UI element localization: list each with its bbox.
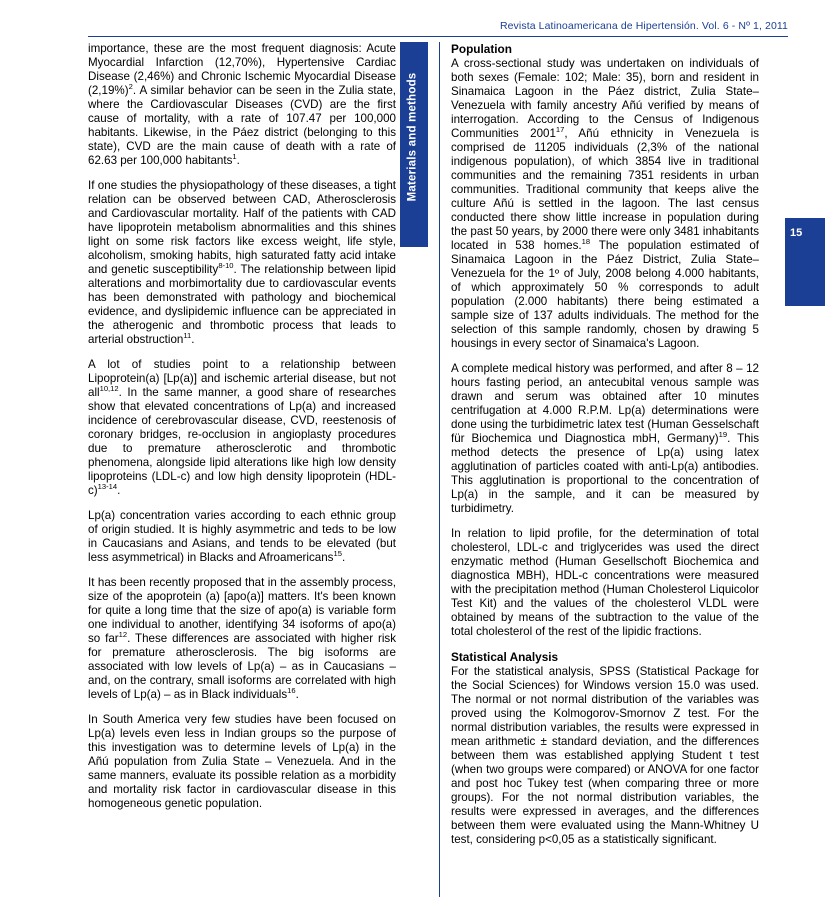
footnote-ref: 12 <box>118 630 128 640</box>
paragraph-text: . <box>236 154 240 167</box>
footnote-ref: 2 <box>128 82 133 92</box>
paragraph <box>88 509 396 565</box>
paragraph-text: A complete medical history was performed, and after 8 – 12 hours fasting period, an antecubital venous sample was drawn and serum was obtained after 10 minutes centrifugation at 4.000 R.P.M. Lp(a) determinations were done using the turbidimetric latex test (Human Gesselschaft für Biochemica und Diagnostica mbH, Germany) <box>451 362 759 445</box>
footnote-ref: 19 <box>718 430 728 440</box>
section-heading-statistical-analysis: Statistical Analysis <box>451 650 559 664</box>
footnote-ref: 11 <box>183 331 192 341</box>
paragraph: For the statistical analysis, SPSS (Statistical Package for the Social Sciences) for Windows version 15.0 was used. The normal or not normal distribution of the variables was proved using the Kolmogorov-Smornov Z test. For the normal distribution variables, the results were expressed in mean arithmetic ± standard deviation, and the differences between them was established applying Student t test (when two groups were compared) or ANOVA for one factor and post hoc Tukey test (when comparing three or more groups). For the not normal distribution variables, the results were expressed in averages, and the differences between them were evaluated using the Mann-Whitney U test, considering p<0,05 as a statistically significant. <box>451 665 759 846</box>
section-side-tab <box>400 42 428 247</box>
footnote-ref: 8-10 <box>218 261 234 271</box>
paragraph-text: A lot of studies point to a relationship between Lipoprotein(a) [Lp(a)] and ischemic arterial disease, but not all <box>88 358 396 399</box>
footnote-ref: 18 <box>581 237 591 247</box>
paragraph-text: . <box>117 484 121 497</box>
paragraph-text: . The relationship between lipid alterations and morbimortality due to cardiovascular events has been demonstrated with pathology and biochemical evidence, and dyslipidemic influence can be appreciated in the atherogenic and thrombotic process that leads to arterial obstruction <box>88 263 396 346</box>
paragraph-text: , Añú ethnicity in Venezuela is comprised de 11205 individuals (2,3% of the national indigenous population), of which 3854 live in traditional communities and the remaining 7351 residents in urban communities. Traditional community that keeps alive the culture Añú is settled in the lagoon. The last census conducted there show little increase in population during the past 50 years, by 2000 there were only 3481 inhabitants located in 538 homes. <box>451 127 759 252</box>
section-side-tab-label: Materials and methods <box>406 72 419 202</box>
section-heading-population: Population <box>451 42 512 56</box>
paragraph <box>88 42 396 168</box>
footnote-ref: 10,12 <box>99 384 119 394</box>
paragraph <box>451 57 759 351</box>
left-text-column <box>88 42 396 822</box>
paragraph-text: If one studies the physiopathology of these diseases, a tight relation can be observed between CAD, Atherosclerosis and Cardiovascular mortality. Half of the patients with CAD have lipoprotein metabolism abnormalities and this shines light on some risk factors like excess weight, life style, alcoholism, smoking habits, high saturated fatty acid intake and genetic susceptibility <box>88 179 396 276</box>
column-divider-rule <box>439 42 440 897</box>
paragraph-text: A cross-sectional study was undertaken on individuals of both sexes (Female: 102; Male: 35), born and resident in Sinamaica Lagoon in the Páez district, Zulia State–Venezuela with family ancestry Añú verified by means of interrogation. According to the Census of Indigenous Communities 2001 <box>451 57 759 140</box>
paragraph: In South America very few studies have been focused on Lp(a) levels even less in Indian groups so the purpose of this investigation was to determine levels of Lp(a) in the Añú population from Zulia State – Venezuela. And in the same manners, evaluate its possible relation as a morbidity and mortality risk factor in cardiovascular disease in this homogeneous genetic population. <box>88 713 396 810</box>
right-text-column <box>451 42 759 858</box>
journal-header: Revista Latinoamericana de Hipertensión. Vol. 6 - Nº 1, 2011 <box>499 20 788 32</box>
paragraph: In relation to lipid profile, for the determination of total cholesterol, LDL-c and triglycerides was used the direct enzymatic method (Human Gesellschoft Biochemica and diagnostica MBH), HDL-c concentrations were measured with the precipitation method (Human Cholesterol Liquicolor Test Kit) and the values of the cholesterol VLDL were obtained by means of the subtraction to the value of the total cholesterol of the rest of the lipidic fractions. <box>451 527 759 638</box>
footnote-ref: 16 <box>287 686 296 696</box>
paragraph-text: Lp(a) concentration varies according to each ethnic group of origin studied. It is highly asymmetric and teds to be low in Caucasians and Asians, and tends to be elevated (but less asymmetrical) in Blacks and Afroamericans <box>88 509 396 564</box>
paragraph-text: . A similar behavior can be seen in the Zulia state, where the Cardiovascular Diseases (CVD) are the first cause of mortality, with a rate of 107.47 per 100,000 habitants. Likewise, in the Páez district (belonging to this state), CVD are the main cause of death with a rate of 62.63 per 100,000 habitants <box>88 84 396 167</box>
paragraph <box>88 358 396 498</box>
paragraph <box>88 179 396 347</box>
paragraph-text: . These differences are associated with higher risk for premature atherosclerosis. The big isoforms are associated with low levels of Lp(a) – as in Caucasians – and, on the contrary, small isoforms are correlated with high levels of Lp(a) – as in Black individuals <box>88 632 397 701</box>
header-divider-rule <box>88 36 788 37</box>
paragraph <box>88 576 396 702</box>
paragraph-text: . <box>295 688 299 701</box>
page-number: 15 <box>790 227 803 239</box>
footnote-ref: 1 <box>232 152 237 162</box>
paragraph-text: . In the same manner, a good share of researches show that elevated concentrations of Lp(a) and increased incidence of cerebrovascular disease, CVD, reestenosis of coronary bridges, re-occlusion in angioplasty procedures due to premature atherosclerotic and thrombotic phenomena, alongside lipid alterations like high low density lipoproteins (LDL-c) and low high density lipoprotein (HDL-c) <box>88 386 396 497</box>
paragraph-text: The population estimated of Sinamaica Lagoon in the Páez District, Zulia State–Venezuela for the 1º of July, 2008 belong 4.000 habitants, of which approximately 50 % corresponds to adult population (2.000 habitants) there being estimated a sample size of 137 adults individuals. The method for the selection of this sample randomly, chosen by drawing 5 housings in every sector of Sinamaica's Lagoon. <box>451 239 760 350</box>
paragraph-text: importance, these are the most frequent diagnosis: Acute Myocardial Infarction (12,70%), Hypertensive Cardiac Disease (2,46%) and Chronic Ischemic Myocardial Disease (2,19%) <box>88 42 396 97</box>
footnote-ref: 17 <box>555 125 565 135</box>
paragraph-text: . <box>191 333 195 346</box>
footnote-ref: 15 <box>333 549 342 559</box>
paragraph-text: It has been recently proposed that in the assembly process, size of the apoprotein (a) [apo(a)] matters. It's been known for quite a long time that the size of apo(a) is variable form one individual to another, identifying 34 isoforms of apo(a) so far <box>88 576 396 645</box>
footnote-ref: 13-14 <box>97 482 118 492</box>
paragraph <box>451 362 759 516</box>
paragraph-text: . This method detects the presence of Lp(a) using latex agglutination of particles coated with anti-Lp(a) antibodies. This agglutination is proportional to the concentration of Lp(a) in the sample, and it can be measured by turbidimetry. <box>451 432 759 515</box>
paragraph-text: . <box>341 551 346 564</box>
